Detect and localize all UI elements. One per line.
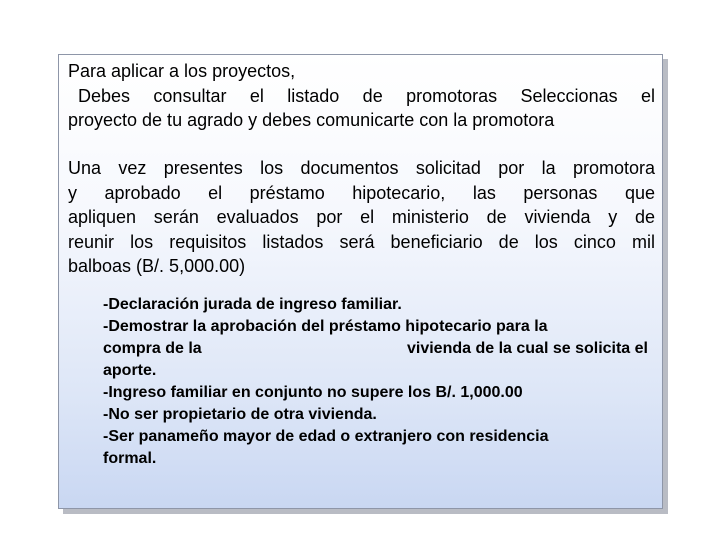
requirement-item-3: -Ingreso familiar en conjunto no supere los B/. 1,000.00	[103, 384, 523, 401]
intro-line-3: proyecto de tu agrado y debes comunicarte con la promotora	[68, 110, 555, 130]
requirement-item-5	[103, 426, 648, 470]
body-line-4: reunir los requisitos listados será beneficiario de los cinco mil	[68, 231, 655, 252]
requirement-item-5-line-1: -Ser panameño mayor de edad o extranjero con residencia	[103, 428, 549, 445]
requirement-item-2-line-3: aporte.	[103, 362, 157, 379]
intro-paragraph	[68, 59, 655, 133]
requirement-item-2-line-1: -Demostrar la aprobación del préstamo hipotecario para la	[103, 318, 548, 335]
body-line-1: Una vez presentes los documentos solicitad por la promotora	[68, 158, 655, 178]
body-paragraph	[68, 156, 655, 279]
requirement-item-2	[103, 316, 648, 382]
body-line-3: apliquen serán evaluados por el ministerio de vivienda y de	[68, 207, 655, 227]
intro-line-2: Debes consultar el listado de promotoras Seleccionas el	[78, 85, 655, 106]
requirement-item-4: -No ser propietario de otra vivienda.	[103, 406, 377, 423]
requirements-list	[103, 294, 648, 470]
requirement-item-2-line-2-left: compra de la	[103, 340, 202, 357]
requirement-item-1: -Declaración jurada de ingreso familiar.	[103, 296, 402, 313]
intro-line-1: Para aplicar a los proyectos,	[68, 61, 296, 81]
body-line-5: balboas (B/. 5,000.00)	[68, 256, 246, 276]
requirement-item-2-line-2-right: vivienda de la cual se solicita el	[406, 340, 648, 357]
info-card	[58, 54, 663, 509]
requirement-item-5-line-2: formal.	[103, 450, 157, 467]
body-line-2: y aprobado el préstamo hipotecario, las personas que	[68, 182, 655, 203]
requirement-item-2-line-2	[103, 338, 648, 360]
